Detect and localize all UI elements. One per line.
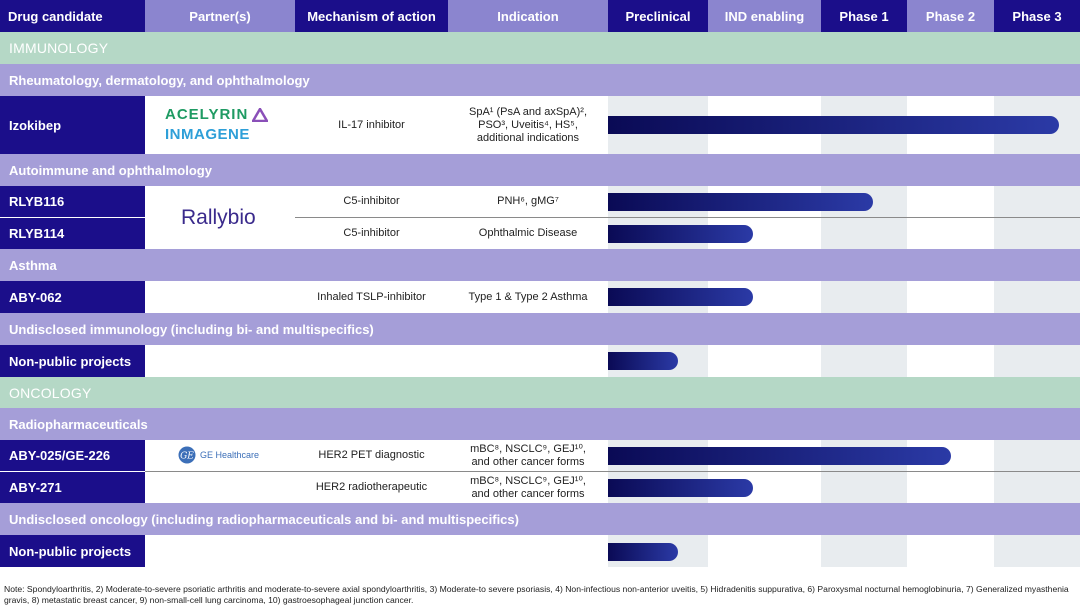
progress-bar-aby062 [608, 288, 753, 306]
progress-bar-rlyb116 [608, 193, 873, 211]
header-drug-candidate: Drug candidate [0, 0, 145, 32]
subsection-radiopharmaceuticals: Radiopharmaceuticals [0, 408, 1080, 440]
subsection-rheumatology: Rheumatology, dermatology, and ophthalmology [0, 64, 1080, 96]
header-partners: Partner(s) [145, 0, 295, 32]
indication-aby271: mBC⁸, NSCLC⁹, GEJ¹⁰, and other cancer forms [470, 474, 586, 500]
indication-aby025: mBC⁸, NSCLC⁹, GEJ¹⁰, and other cancer forms [470, 442, 586, 468]
header-phase2: Phase 2 [907, 0, 994, 32]
moa-aby062: Inhaled TSLP-inhibitor [317, 290, 426, 303]
drug-aby025: ABY-025/GE-226 [0, 440, 145, 471]
triangle-icon [252, 108, 268, 122]
indication-rlyb114: Ophthalmic Disease [478, 227, 578, 239]
indication-aby062: Type 1 & Type 2 Asthma [468, 290, 588, 303]
section-immunology: IMMUNOLOGY [0, 32, 1080, 64]
indication-rlyb116: PNH⁶, gMG⁷ [497, 195, 559, 207]
drug-nonpublic-immunology: Non-public projects [0, 345, 145, 377]
section-oncology: ONCOLOGY [0, 377, 1080, 408]
moa-aby025: HER2 PET diagnostic [318, 449, 425, 461]
drug-rlyb114: RLYB114 [0, 218, 145, 249]
drug-aby062: ABY-062 [0, 281, 145, 313]
moa-rlyb114: C5-inhibitor [343, 227, 400, 239]
moa-izokibep: IL-17 inhibitor [338, 118, 405, 131]
drug-nonpublic-oncology: Non-public projects [0, 535, 145, 567]
progress-bar-izokibep [608, 116, 1059, 134]
progress-bar-aby271 [608, 479, 753, 497]
progress-bar-nonpublic-immunology [608, 352, 678, 370]
header-phase3: Phase 3 [994, 0, 1080, 32]
row-divider-radio [145, 471, 1080, 472]
header-mechanism: Mechanism of action [295, 0, 448, 32]
acelyrin-logo-text: ACELYRIN [165, 106, 249, 123]
indication-izokibep: SpA¹ (PsA and axSpA)², PSO³, Uveitis⁴, HS⁵, additional indications [469, 105, 587, 144]
header-preclinical: Preclinical [608, 0, 708, 32]
progress-bar-aby025 [608, 447, 951, 465]
subsection-autoimmune: Autoimmune and ophthalmology [0, 154, 1080, 186]
acelyrin-logo [165, 106, 268, 123]
subsection-asthma: Asthma [0, 249, 1080, 281]
ge-healthcare-logo [178, 446, 259, 464]
footnote: Note: Spondyloarthritis, 2) Moderate-to-severe psoriatic arthritis and moderate-to-severe axial spondyloarthritis, 3) Moderate-to severe psoriasis, 4) Non-infectious non-anterior uveitis, 5) Hidradenitis suppurativa, 6) Paroxysmal nocturnal hemoglobinuria, 7) Generalized myasthenia gravis, 8) metastatic breast cancer, 9) non-small-cell lung carcinoma, 10) gastroesophageal junction cancer. [4, 584, 1069, 605]
drug-izokibep: Izokibep [0, 96, 145, 154]
subsection-undisclosed-oncology: Undisclosed oncology (including radiopharmaceuticals and bi- and multispecifics) [0, 503, 1080, 535]
svg-text:GE: GE [180, 451, 194, 462]
drug-aby271: ABY-271 [0, 472, 145, 503]
header-indication: Indication [448, 0, 608, 32]
progress-bar-nonpublic-oncology [608, 543, 678, 561]
inmagene-logo: INMAGENE [165, 126, 250, 143]
drug-rlyb116: RLYB116 [0, 186, 145, 217]
ge-monogram-icon [178, 446, 196, 464]
ge-healthcare-text: GE Healthcare [200, 450, 260, 460]
subsection-undisclosed-immunology: Undisclosed immunology (including bi- and multispecifics) [0, 313, 1080, 345]
progress-bar-rlyb114 [608, 225, 753, 243]
moa-rlyb116: C5-inhibitor [343, 195, 400, 207]
header-phase1: Phase 1 [821, 0, 907, 32]
header-ind-enabling: IND enabling [708, 0, 821, 32]
rallybio-logo: Rallybio [181, 206, 256, 229]
moa-aby271: HER2 radiotherapeutic [315, 481, 428, 493]
